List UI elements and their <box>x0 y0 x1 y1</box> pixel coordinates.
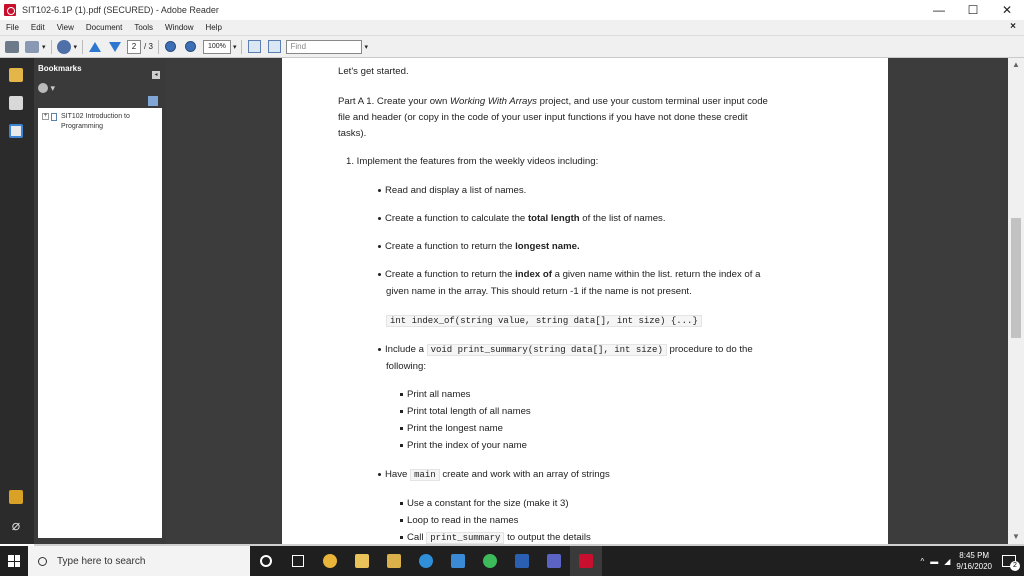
menu-file[interactable]: File <box>6 23 19 32</box>
gear-dropdown-icon[interactable]: ▾ <box>48 82 56 93</box>
code-snippet: void print_summary(string data[], int size) <box>427 344 667 356</box>
edge-taskbar-button[interactable] <box>410 546 442 576</box>
arrow-down-icon <box>109 42 121 52</box>
window-controls <box>922 0 1024 20</box>
bullet-bold: index of <box>515 269 552 280</box>
task-view-button[interactable] <box>282 546 314 576</box>
bullet-read-display <box>378 185 526 196</box>
bullet-bold: longest name. <box>515 241 580 252</box>
search-icon <box>38 557 47 566</box>
find-dropdown-icon[interactable]: ▾ <box>364 43 368 51</box>
bullet-bold: total length <box>527 213 580 224</box>
bullet-text: create and work with an array of strings <box>439 469 610 480</box>
security-lock-icon[interactable] <box>9 68 23 82</box>
bullet-icon <box>378 245 381 248</box>
bullet-text: a given name within the list. return the index of a <box>551 269 761 280</box>
collaborate-button[interactable] <box>56 39 72 55</box>
mail-taskbar-button[interactable] <box>442 546 474 576</box>
part-a-line1 <box>338 96 768 107</box>
edge-icon <box>419 554 433 568</box>
bookmark-label: SIT102 Introduction to Programming <box>61 113 130 130</box>
code-snippet: print_summary <box>426 532 504 544</box>
bullet-total-length <box>378 213 666 224</box>
windows-logo-icon <box>8 555 20 567</box>
print-button[interactable] <box>4 39 20 55</box>
folder-icon <box>355 554 369 568</box>
sub-text: Print the longest name <box>407 423 503 434</box>
zoom-out-button[interactable] <box>163 39 179 55</box>
sub-text: Print total length of all names <box>407 406 531 417</box>
bookmarks-header: Bookmarks <box>38 63 82 73</box>
sub-call <box>400 532 591 543</box>
bullet-main <box>378 469 610 480</box>
word-taskbar-button[interactable] <box>506 546 538 576</box>
cortana-button[interactable] <box>250 546 282 576</box>
sub-text: Loop to read in the names <box>407 515 519 526</box>
bookmark-icon <box>51 113 57 121</box>
wifi-icon[interactable]: ◢ <box>944 556 951 566</box>
fit-page-button[interactable] <box>246 39 262 55</box>
bookmarks-panel <box>34 58 166 544</box>
store-icon <box>387 554 401 568</box>
page-total: / 3 <box>144 42 153 51</box>
menu-edit[interactable]: Edit <box>30 23 45 32</box>
sub-constant <box>400 498 569 509</box>
pdf-page <box>282 58 888 544</box>
share-icon <box>25 41 39 53</box>
notification-count-badge: 2 <box>1010 561 1020 571</box>
bullet-text: Read and display a list of names. <box>385 185 527 196</box>
vertical-scrollbar[interactable] <box>1008 58 1024 544</box>
bullet-icon <box>400 444 403 447</box>
bullet-text: Have <box>385 469 411 480</box>
document-viewer[interactable] <box>166 58 1008 544</box>
part-a-line3: tasks). <box>338 128 367 139</box>
menu-tools[interactable]: Tools <box>134 23 154 32</box>
teams-taskbar-button[interactable] <box>538 546 570 576</box>
scroll-up-icon[interactable]: ▲ <box>1012 60 1020 69</box>
bullet-index-of-line2: given name in the array. This should return -1 if the name is not present. <box>386 286 692 297</box>
sub-print-total <box>400 406 531 417</box>
mail-icon <box>451 554 465 568</box>
battery-icon[interactable]: ▬ <box>930 556 939 566</box>
clock-date: 9/16/2020 <box>956 562 992 571</box>
zoom-in-icon <box>185 41 196 52</box>
bullet-icon <box>400 519 403 522</box>
zoom-dropdown-icon[interactable]: ▾ <box>232 43 237 51</box>
close-document-button[interactable]: × <box>1010 21 1016 32</box>
step-1: 1. Implement the features from the weekly videos including: <box>346 156 599 167</box>
whatsapp-taskbar-button[interactable] <box>474 546 506 576</box>
adobe-reader-icon <box>4 4 16 16</box>
share-dropdown-icon[interactable]: ▾ <box>42 43 46 51</box>
bullet-longest-name <box>378 241 580 252</box>
menu-document[interactable]: Document <box>85 23 123 32</box>
bookmarks-tree <box>38 108 162 538</box>
scroll-thumb[interactable] <box>1011 218 1021 338</box>
attachments-icon[interactable]: ⌀ <box>11 517 21 533</box>
sub-print-longest <box>400 423 503 434</box>
expand-icon[interactable]: + <box>43 113 48 119</box>
chrome-icon <box>323 554 337 568</box>
bullet-icon <box>378 217 381 220</box>
taskbar-search-input[interactable] <box>28 546 250 576</box>
bullet-icon <box>400 410 403 413</box>
toolbar-divider <box>82 40 83 54</box>
bookmark-item[interactable] <box>42 112 158 132</box>
action-center-button[interactable] <box>1002 555 1016 567</box>
title-bar <box>0 0 1024 20</box>
next-page-button[interactable] <box>107 39 123 55</box>
print-icon <box>5 41 19 53</box>
intro-text: Let's get started. <box>338 66 409 77</box>
toolbar <box>0 36 1024 58</box>
menu-window[interactable]: Window <box>165 23 194 32</box>
search-placeholder: Type here to search <box>57 555 146 567</box>
maximize-button[interactable]: ☐ <box>967 3 979 17</box>
bookmark-options-icon[interactable] <box>148 96 158 106</box>
project-name: Working With Arrays <box>450 96 537 107</box>
bullet-text: Create a function to return the <box>385 241 516 252</box>
bullet-text: Include a <box>385 344 427 355</box>
page-number-input[interactable]: 2 <box>127 40 141 54</box>
zoom-out-icon <box>165 41 176 52</box>
bullet-icon <box>378 189 381 192</box>
minimize-button[interactable]: — <box>933 3 945 17</box>
sub-loop <box>400 515 518 526</box>
fit-page-icon <box>248 40 261 53</box>
code-index-of <box>386 315 702 326</box>
window-title: SIT102-6.1P (1).pdf (SECURED) - Adobe Reader <box>22 5 219 15</box>
clock[interactable] <box>956 550 992 572</box>
gear-icon[interactable] <box>38 83 48 93</box>
bullet-print-summary <box>378 344 753 355</box>
fit-width-icon <box>268 40 281 53</box>
tray-overflow-icon[interactable]: ^ <box>920 556 925 566</box>
adobe-reader-taskbar-button[interactable] <box>570 546 602 576</box>
bullet-text: Create a function to return the <box>385 269 516 280</box>
navigation-pane <box>0 58 34 544</box>
file-explorer-taskbar-button[interactable] <box>346 546 378 576</box>
toolbar-divider <box>241 40 242 54</box>
bullet-icon <box>378 273 381 276</box>
bullet-icon <box>400 536 403 539</box>
share-button[interactable] <box>24 39 40 55</box>
sub-text: Print the index of your name <box>407 440 527 451</box>
adobe-reader-icon <box>579 554 593 568</box>
scroll-down-icon[interactable]: ▼ <box>1012 532 1020 541</box>
sub-text: Call <box>407 532 427 543</box>
sub-text: Print all names <box>407 389 471 400</box>
bullet-icon <box>378 473 381 476</box>
bookmarks-icon[interactable] <box>9 124 23 138</box>
bullet-icon <box>378 348 381 351</box>
toolbar-divider <box>51 40 52 54</box>
menu-help[interactable]: Help <box>205 23 222 32</box>
bullet-icon <box>400 502 403 505</box>
part-a-suffix: project, and use your custom terminal user input code <box>536 96 768 107</box>
sub-print-all <box>400 389 470 400</box>
code-snippet: main <box>410 469 440 481</box>
collapse-panel-button[interactable]: ◂ <box>152 71 160 79</box>
sub-text: Use a constant for the size (make it 3) <box>407 498 569 509</box>
fit-width-button[interactable] <box>266 39 282 55</box>
windows-taskbar <box>0 546 1024 576</box>
teams-icon <box>547 554 561 568</box>
close-button[interactable]: ✕ <box>1001 3 1013 17</box>
collaborate-dropdown-icon[interactable]: ▾ <box>73 43 78 51</box>
bullet-print-summary-line2: following: <box>386 361 426 372</box>
bullet-icon <box>400 393 403 396</box>
sub-print-index <box>400 440 527 451</box>
zoom-in-button[interactable] <box>183 39 199 55</box>
previous-page-button[interactable] <box>87 39 103 55</box>
start-button[interactable] <box>0 546 28 576</box>
sub-text: to output the details <box>504 532 591 543</box>
bullet-icon <box>400 427 403 430</box>
part-a-prefix: Part A 1. Create your own <box>338 96 450 107</box>
arrow-up-icon <box>89 42 101 52</box>
store-taskbar-button[interactable] <box>378 546 410 576</box>
pages-icon[interactable] <box>9 96 23 110</box>
toolbar-divider <box>158 40 159 54</box>
bullet-text: procedure to do the <box>666 344 753 355</box>
menu-view[interactable]: View <box>56 23 74 32</box>
bullet-text: of the list of names. <box>579 213 666 224</box>
cortana-icon <box>260 555 272 567</box>
bookmarks-toolbar <box>34 78 166 98</box>
part-a-line2: file and header (or copy in the code of your user input functions if you have not done these credit <box>338 112 748 123</box>
bullet-text: Create a function to calculate the <box>385 213 528 224</box>
whatsapp-icon <box>483 554 497 568</box>
code-snippet: int index_of(string value, string data[], int size) {...} <box>386 315 702 327</box>
menu-bar <box>0 20 1024 36</box>
collaborate-icon <box>57 40 71 54</box>
task-view-icon <box>292 555 304 567</box>
zoom-level-input[interactable]: 100% <box>203 40 231 54</box>
signatures-icon[interactable] <box>9 490 23 504</box>
word-icon <box>515 554 529 568</box>
chrome-taskbar-button[interactable] <box>314 546 346 576</box>
clock-time: 8:45 PM <box>959 551 990 560</box>
bullet-index-of <box>378 269 760 280</box>
system-tray <box>920 546 1024 576</box>
find-input[interactable]: Find <box>286 40 362 54</box>
